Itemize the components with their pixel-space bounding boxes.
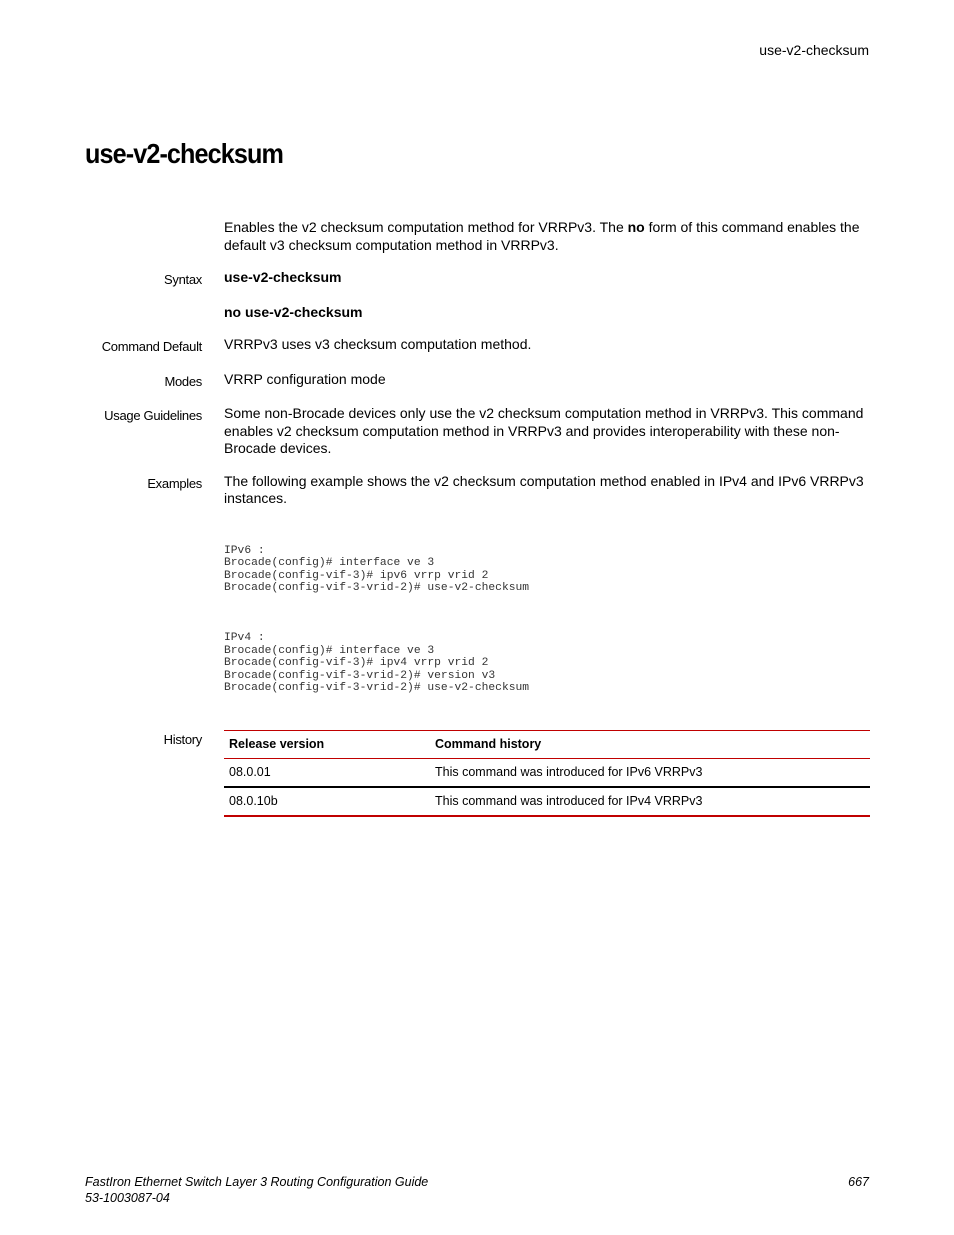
code-line: Brocade(config-vif-3)# ipv4 vrrp vrid 2 (224, 657, 489, 669)
running-header: use-v2-checksum (759, 42, 869, 58)
usage-guidelines-text: Some non-Brocade devices only use the v2 checksum computation method in VRRPv3. This command enables v2 checksum computation method in VRRPv3 and provides interoperability with these non-Brocade devices. (224, 405, 864, 456)
code-line: IPv4 : (224, 632, 265, 644)
command-default-text: VRRPv3 uses v3 checksum computation method. (224, 336, 532, 352)
examples-text: The following example shows the v2 checksum computation method enabled in IPv4 and IPv6 VRRPv3 instances. (224, 472, 864, 506)
page-title: use-v2-checksum (85, 138, 284, 169)
code-line: Brocade(config-vif-3)# ipv6 vrrp vrid 2 (224, 569, 489, 582)
usage-guidelines-row (85, 405, 870, 458)
history-header-row (224, 730, 870, 758)
command-history-cell: This command was introduced for IPv6 VRRPv3 (435, 765, 703, 779)
modes-text: VRRP configuration mode (224, 370, 386, 387)
description: Enables the v2 checksum computation method for VRRPv3. The no form of this command enables the default v3 checksum computation method in VRRPv3. (224, 219, 860, 253)
code-block-ipv6 (224, 545, 870, 595)
code-line: Brocade(config)# interface ve 3 (224, 557, 435, 569)
syntax-command-no: no use-v2-checksum (224, 303, 363, 320)
column-header-release: Release version (229, 737, 325, 751)
footer-left (85, 1175, 428, 1206)
description-row (85, 219, 870, 254)
command-default-label: Command Default (101, 339, 202, 354)
page-number: 667 (848, 1175, 869, 1189)
syntax-label: Syntax (164, 272, 202, 287)
history-label: History (163, 731, 202, 747)
modes-label: Modes (164, 373, 202, 389)
usage-guidelines-label: Usage Guidelines (104, 408, 202, 423)
examples-label: Examples (147, 475, 202, 491)
code-line: Brocade(config-vif-3-vrid-2)# version v3 (224, 669, 496, 682)
command-default-row (85, 336, 870, 356)
content (85, 219, 870, 817)
examples-row (85, 473, 870, 508)
syntax-command: use-v2-checksum (224, 269, 342, 285)
code-line: Brocade(config)# interface ve 3 (224, 644, 435, 657)
modes-row (85, 371, 870, 391)
syntax-row (85, 269, 870, 289)
table-row (224, 758, 870, 787)
column-header-history: Command history (435, 737, 542, 751)
history-row (85, 730, 870, 817)
footer-doc-number: 53-1003087-04 (85, 1190, 170, 1205)
syntax-row-no (85, 304, 870, 322)
code-example (224, 520, 870, 720)
command-history-cell: This command was introduced for IPv4 VRRPv3 (435, 794, 703, 808)
code-block-ipv4 (224, 632, 870, 695)
no-keyword: no (627, 219, 645, 235)
code-line: IPv6 : (224, 544, 265, 557)
history-table (224, 730, 870, 817)
code-line: Brocade(config-vif-3-vrid-2)# use-v2-checksum (224, 582, 530, 594)
release-version-cell: 08.0.10b (229, 794, 278, 808)
footer-guide-title: FastIron Ethernet Switch Layer 3 Routing Configuration Guide (85, 1175, 429, 1189)
code-line: Brocade(config-vif-3-vrid-2)# use-v2-checksum (224, 682, 530, 694)
table-row (224, 787, 870, 816)
release-version-cell: 08.0.01 (229, 765, 271, 779)
